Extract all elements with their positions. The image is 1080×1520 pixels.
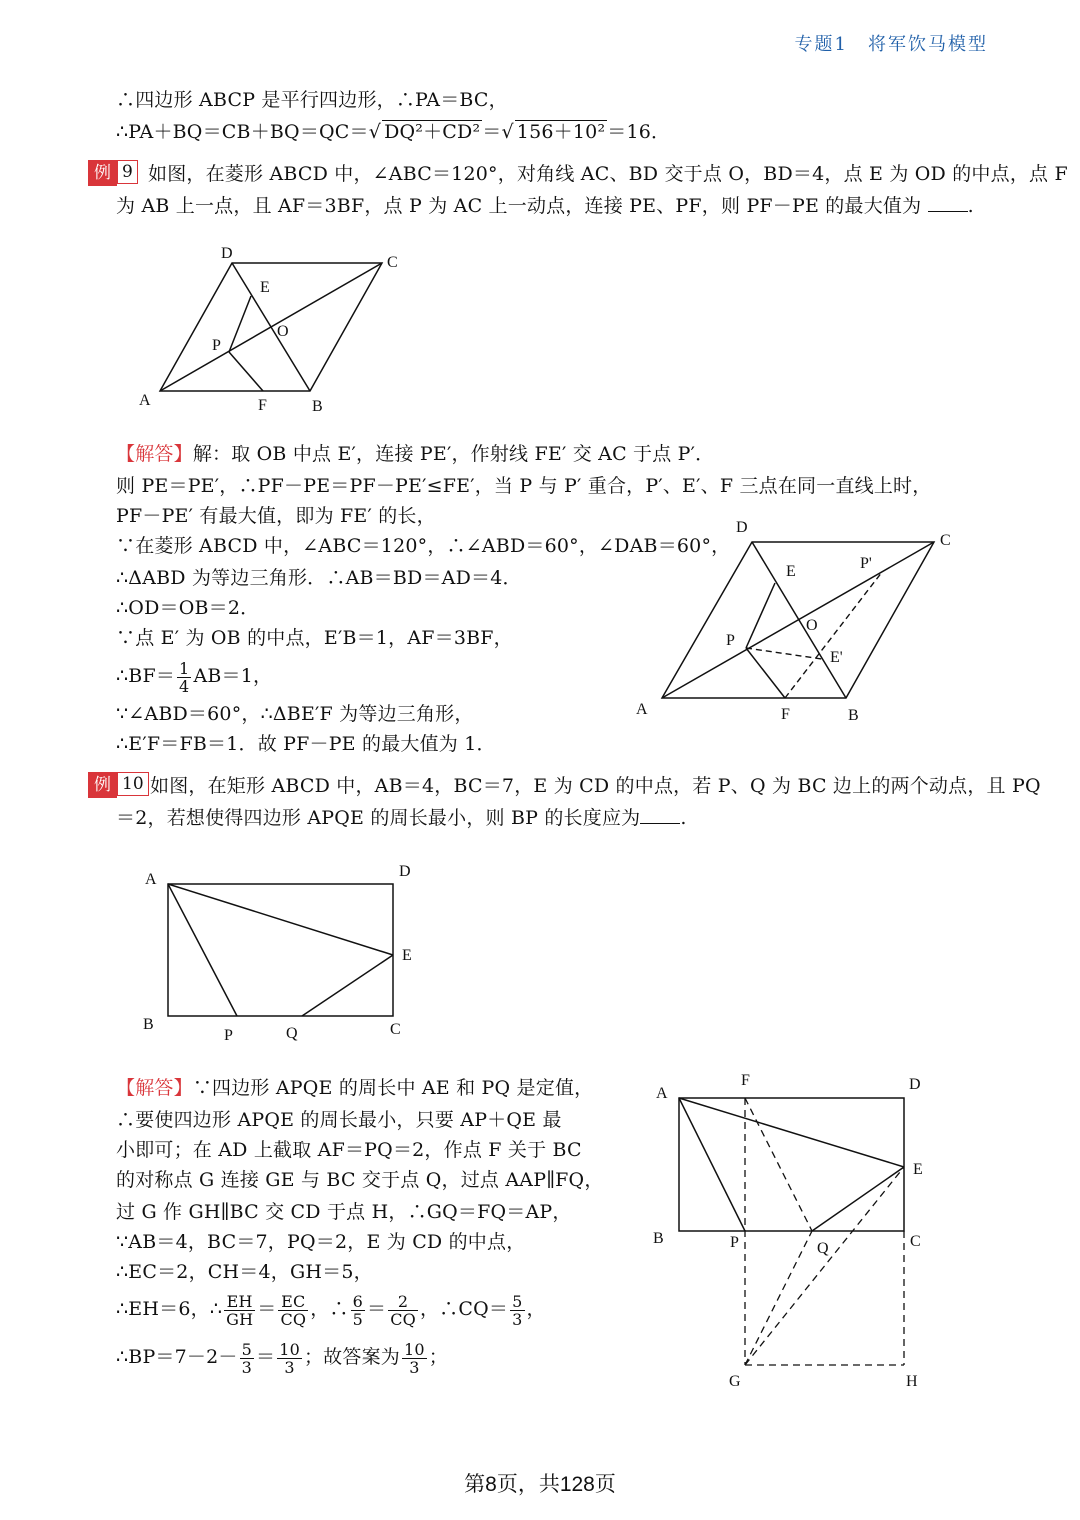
point-label-p: P xyxy=(726,632,735,649)
text-fragment: ∴PA＋BQ＝CB＋BQ＝QC＝ xyxy=(116,121,369,143)
fraction-denominator: CQ xyxy=(390,1309,416,1329)
fraction-denominator: 4 xyxy=(179,676,190,696)
answer-line-fraction xyxy=(116,656,272,696)
text-fragment: ∴BF＝ xyxy=(116,665,176,687)
text-fragment: ＝ xyxy=(257,1298,277,1320)
answer-tag: 【解答】 xyxy=(116,1077,193,1099)
text-fragment: . xyxy=(680,807,687,829)
answer-line: 的对称点 G 连接 GE 与 BC 交于点 Q，过点 AAP∥FQ， xyxy=(116,1169,604,1191)
text-fragment: ＝16． xyxy=(607,121,671,143)
fraction-numerator: 10 xyxy=(404,1339,425,1359)
diagonal-bd xyxy=(232,263,310,391)
sqrt-sign: √ xyxy=(368,121,382,143)
point-label-c: C xyxy=(387,254,398,271)
segment-pf xyxy=(229,352,263,391)
fraction xyxy=(402,1341,427,1376)
sqrt-sign: √ xyxy=(501,121,514,143)
segment-pe-prime xyxy=(746,648,822,659)
text-fragment: . xyxy=(967,195,974,217)
text-fragment: ，∴ xyxy=(310,1298,349,1320)
point-label-f: F xyxy=(741,1072,750,1089)
point-label-p: P xyxy=(730,1234,739,1251)
text-fragment: ＝ xyxy=(367,1298,387,1320)
solution-line: ∴四边形 ABCP 是平行四边形，∴PA＝BC， xyxy=(116,89,508,111)
point-label-o: O xyxy=(277,323,289,340)
answer-line: ∵AB＝4，BC＝7，PQ＝2，E 为 CD 的中点， xyxy=(116,1231,526,1253)
fraction-numerator: 6 xyxy=(352,1291,364,1311)
example-badge-label: 例 xyxy=(88,160,117,186)
rhombus-solution-figure xyxy=(630,512,960,727)
question-line: 如图，在矩形 ABCD 中，AB＝4，BC＝7，E 为 CD 的中点，若 P、Q 为 BC 边上的两个动点，且 PQ xyxy=(150,775,1041,797)
point-label-a: A xyxy=(139,392,151,409)
point-label-e: E xyxy=(260,279,270,296)
text-fragment: ∴BP＝7－2－ xyxy=(116,1346,238,1368)
text-fragment: ∴EH＝6，∴ xyxy=(116,1298,223,1320)
fraction-denominator: 3 xyxy=(512,1309,523,1329)
segment-pf xyxy=(746,648,785,698)
fraction xyxy=(278,1293,308,1328)
ray-fe-prime xyxy=(785,572,882,698)
answer-line: ∵在菱形 ABCD 中，∠ABC＝120°，∴∠ABD＝60°，∠DAB＝60°， xyxy=(116,535,731,557)
fraction xyxy=(351,1293,365,1328)
example-badge-number: 10 xyxy=(117,772,149,796)
text-fragment: ， xyxy=(526,1298,546,1320)
segment-gq xyxy=(745,1231,812,1365)
answer-line-fractions xyxy=(116,1288,546,1330)
sqrt-radicand: DQ²＋CD² xyxy=(384,121,481,143)
fraction-denominator: 5 xyxy=(352,1309,364,1329)
text-fragment: ＝2，若想使得四边形 APQE 的周长最小，则 BP 的长度应为 xyxy=(116,807,641,829)
point-label-p: P xyxy=(212,337,221,354)
point-label-b: B xyxy=(312,398,323,415)
answer-line: 过 G 作 GH∥BC 交 CD 于点 H，∴GQ＝FQ＝AP， xyxy=(116,1201,572,1223)
answer-line: ∴EC＝2，CH＝4，GH＝5， xyxy=(116,1261,373,1283)
answer-tag: 【解答】 xyxy=(116,443,193,465)
point-label-a: A xyxy=(145,871,157,888)
point-label-d: D xyxy=(399,863,411,880)
fraction xyxy=(240,1341,254,1376)
point-label-c: C xyxy=(940,532,951,549)
point-label-a: A xyxy=(656,1085,668,1102)
answer-line: ∴ΔABD 为等边三角形．∴AB＝BD＝AD＝4． xyxy=(116,567,522,589)
segment-fq xyxy=(745,1098,812,1231)
answer-line xyxy=(116,1074,593,1102)
text-fragment: ，∴CQ＝ xyxy=(419,1298,509,1320)
answer-line: ∵点 E′ 为 OB 的中点，E′B＝1，AF＝3BF， xyxy=(116,627,513,649)
fraction-numerator: 5 xyxy=(512,1291,523,1311)
example-badge-number: 9 xyxy=(117,160,138,184)
fraction-numerator: 1 xyxy=(179,658,190,678)
text-fragment: ＝ xyxy=(256,1346,276,1368)
point-label-g: G xyxy=(729,1373,741,1390)
segment-ap xyxy=(679,1098,745,1231)
text-fragment: 为 AB 上一点，且 AF＝3BF，点 P 为 AC 上一动点，连接 PE、PF，则 PF－PE 的最大值为 xyxy=(116,195,922,217)
point-label-d: D xyxy=(221,245,233,262)
text-fragment: ∵四边形 APQE 的周长中 AE 和 PQ 是定值， xyxy=(192,1077,594,1099)
point-label-h: H xyxy=(906,1373,918,1390)
running-header: 专题1 将军饮马模型 xyxy=(794,34,988,55)
point-label-d: D xyxy=(909,1076,921,1093)
fraction-denominator: 3 xyxy=(409,1357,420,1377)
text-fragment: ；故答案为 xyxy=(303,1346,400,1368)
point-label-e-prime: E' xyxy=(830,649,843,666)
point-label-p: P xyxy=(224,1027,233,1044)
point-label-b: B xyxy=(653,1230,664,1247)
point-label-e: E xyxy=(786,563,796,580)
fraction xyxy=(177,660,191,695)
diagonal-ac xyxy=(662,542,934,698)
point-label-e: E xyxy=(402,947,412,964)
answer-line: 则 PE＝PE′，∴PF－PE＝PF－PE′≤FE′，当 P 与 P′ 重合，P′、E′、F 三点在同一直线上时， xyxy=(116,475,932,497)
point-label-o: O xyxy=(806,617,818,634)
text-fragment: 解：取 OB 中点 E′，连接 PE′，作射线 FE′ 交 AC 于点 P′． xyxy=(192,443,715,465)
question-line xyxy=(116,192,974,220)
point-label-q: Q xyxy=(286,1025,298,1042)
rhombus-figure xyxy=(120,236,420,416)
fraction xyxy=(224,1293,255,1328)
fraction-denominator: CQ xyxy=(280,1309,307,1329)
fraction xyxy=(277,1341,302,1376)
example-badge xyxy=(88,772,149,798)
fraction-numerator: EH xyxy=(224,1293,255,1311)
segment-ae xyxy=(168,884,393,955)
fraction-denominator: 3 xyxy=(241,1357,253,1377)
fraction-numerator: 5 xyxy=(241,1339,253,1359)
fraction-numerator: 2 xyxy=(388,1293,418,1311)
answer-blank xyxy=(928,193,968,212)
point-label-c: C xyxy=(390,1021,401,1038)
segment-pe xyxy=(746,583,775,648)
answer-line: ∴E′F＝FB＝1．故 PF－PE 的最大值为 1． xyxy=(116,733,496,755)
answer-line: ∵∠ABD＝60°，∴ΔBE′F 为等边三角形， xyxy=(116,703,474,725)
sqrt-radicand: 156＋10² xyxy=(516,121,606,143)
point-label-p-prime: P' xyxy=(860,555,872,572)
answer-line-fractions xyxy=(116,1336,448,1378)
answer-line: 小即可；在 AD 上截取 AF＝PQ＝2，作点 F 关于 BC xyxy=(116,1139,582,1161)
question-line: 如图，在菱形 ABCD 中，∠ABC＝120°，对角线 AC、BD 交于点 O，BD＝4，点 E 为 OD 的中点，点 F xyxy=(148,163,1068,185)
text-fragment: ＝ xyxy=(482,121,502,143)
fraction-denominator: GH xyxy=(226,1309,254,1329)
answer-line: ∴OD＝OB＝2． xyxy=(116,597,260,619)
answer-line: ∴要使四边形 APQE 的周长最小，只要 AP＋QE 最 xyxy=(116,1109,562,1131)
solution-line-sqrt xyxy=(116,118,670,146)
segment-ap xyxy=(168,884,237,1016)
answer-line xyxy=(116,440,714,468)
fraction-numerator: EC xyxy=(278,1293,308,1311)
page-number: 第8页，共128页 xyxy=(464,1473,616,1496)
fraction xyxy=(510,1293,524,1328)
example-badge xyxy=(88,160,138,186)
point-label-b: B xyxy=(848,707,859,724)
answer-line: PF－PE′ 有最大值，即为 FE′ 的长， xyxy=(116,505,436,527)
rectangle-solution-figure xyxy=(640,1064,940,1394)
segment-ge xyxy=(745,1167,904,1365)
rectangle-figure xyxy=(130,856,430,1051)
question-line xyxy=(116,804,687,832)
fraction-denominator: 3 xyxy=(284,1357,295,1377)
point-label-a: A xyxy=(636,701,648,718)
fraction-numerator: 10 xyxy=(279,1339,300,1359)
text-fragment: AB＝1， xyxy=(193,665,273,687)
segment-qe xyxy=(302,955,393,1016)
segment-pe xyxy=(229,296,251,352)
point-label-d: D xyxy=(736,519,748,536)
answer-blank xyxy=(640,805,680,824)
example-badge-label: 例 xyxy=(88,772,117,798)
point-label-f: F xyxy=(258,397,267,414)
segment-ae xyxy=(679,1098,904,1167)
point-label-q: Q xyxy=(817,1240,829,1257)
text-fragment: ； xyxy=(428,1346,448,1368)
point-label-e: E xyxy=(913,1161,923,1178)
segment-qe xyxy=(812,1167,904,1231)
point-label-f: F xyxy=(781,706,790,723)
fraction xyxy=(388,1293,418,1328)
point-label-c: C xyxy=(910,1233,921,1250)
point-label-b: B xyxy=(143,1016,154,1033)
